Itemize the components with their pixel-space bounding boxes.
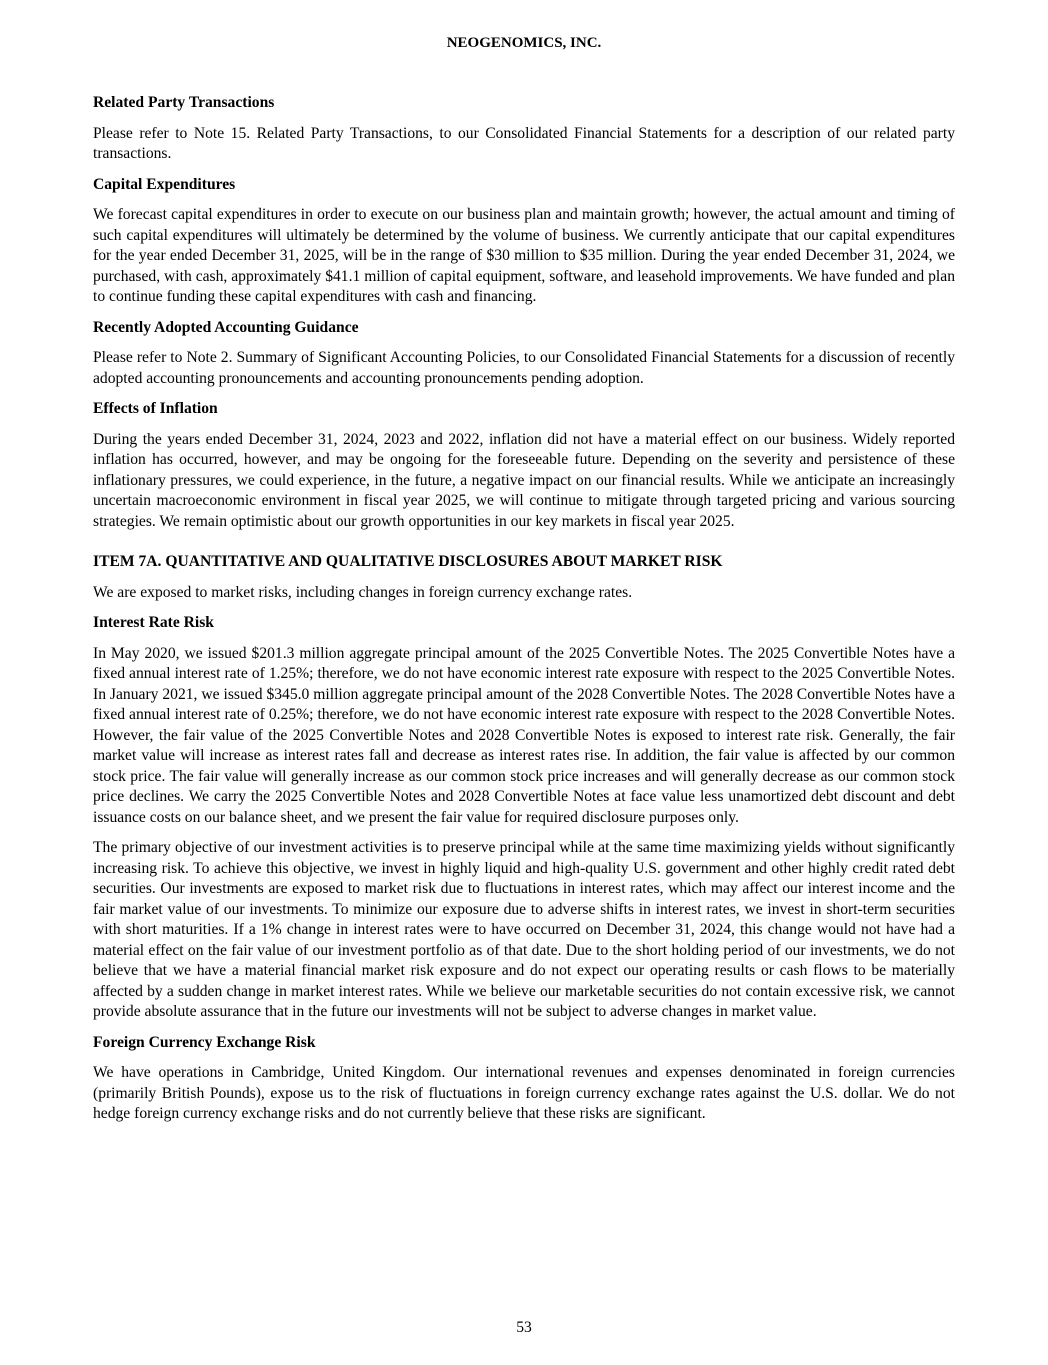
heading-capital-expenditures: Capital Expenditures bbox=[93, 175, 236, 193]
paragraph-interest-rate-risk-1: In May 2020, we issued $201.3 million aggregate principal amount of the 2025 Convertible Notes. The 2025 Convertible Notes have a fixed annual interest rate of 1.25%; therefore, we do not have economic interest rate exposure with respect to the 2025 Convertible Notes. In January 2021, we issued $345.0 million aggregate principal amount of the 2028 Convertible Notes. The 2028 Convertible Notes have a fixed annual interest rate of 0.25%; therefore, we do not have economic interest rate exposure with respect to the 2028 Convertible Notes. However, the fair value of the 2025 Convertible Notes and 2028 Convertible Notes is exposed to interest rate risk. Generally, the fair market value will increase as interest rates fall and decrease as interest rates rise. In addition, the fair value is affected by our common stock price. The fair value will generally increase as our common stock price increases and will generally decrease as our common stock price declines. We carry the 2025 Convertible Notes and 2028 Convertible Notes at face value less unamortized debt discount and debt issuance costs on our balance sheet, and we present the fair value for required disclosure purposes only. bbox=[93, 644, 955, 826]
heading-foreign-currency-risk: Foreign Currency Exchange Risk bbox=[93, 1033, 316, 1051]
heading-interest-rate-risk: Interest Rate Risk bbox=[93, 614, 214, 631]
heading-accounting-guidance: Recently Adopted Accounting Guidance bbox=[93, 318, 359, 336]
heading-inflation: Effects of Inflation bbox=[93, 400, 218, 417]
paragraph-capital-expenditures: We forecast capital expenditures in order to execute on our business plan and maintain growth; however, the actual amount and timing of such capital expenditures will ultimately be determined by the volume of business. We currently anticipate that our capital expenditures for the year ended December 31, 2025, will be in the range of $30 million to $35 million. During the year ended December 31, 2024, we purchased, with cash, approximately $41.1 million of capital equipment, software, and leasehold improvements. We have funded and plan to continue funding these capital expenditures with cash and financing. bbox=[93, 206, 955, 305]
paragraph-foreign-currency-risk: We have operations in Cambridge, United Kingdom. Our international revenues and expenses denominated in foreign currencies (primarily British Pounds), expose us to the risk of fluctuations in foreign currency exchange rates against the U.S. dollar. We do not hedge foreign currency exchange risks and do not currently believe that these risks are significant. bbox=[93, 1064, 955, 1122]
page-number: 53 bbox=[516, 1319, 532, 1336]
paragraph-interest-rate-risk-2: The primary objective of our investment activities is to preserve principal while at the same time maximizing yields without significantly increasing risk. To achieve this objective, we invest in highly liquid and high-quality U.S. government and other highly credit rated debt securities. Our investments are exposed to market risk due to fluctuations in interest rates, which may affect our interest income and the fair market value of our investments. To minimize our exposure due to adverse shifts in interest rates, we invest in short-term securities with short maturities. If a 1% change in interest rates were to have occurred on December 31, 2024, this change would not have had a material effect on the fair value of our investment portfolio as of that date. Due to the short holding period of our investments, we do not believe that we have a material financial market risk exposure and do not expect our operating results or cash flows to be materially affected by a sudden change in market interest rates. While we believe our marketable securities do not contain excessive risk, we cannot provide absolute assurance that in the future our investments will not be subject to adverse changes in market value. bbox=[93, 839, 955, 1020]
heading-item-7a: ITEM 7A. QUANTITATIVE AND QUALITATIVE DISCLOSURES ABOUT MARKET RISK bbox=[93, 553, 723, 570]
paragraph-accounting-guidance: Please refer to Note 2. Summary of Significant Accounting Policies, to our Consolidated Financial Statements for a discussion of recently adopted accounting pronouncements and accounting pronouncements pending adoption. bbox=[93, 349, 955, 387]
heading-related-party: Related Party Transactions bbox=[93, 94, 275, 111]
paragraph-related-party: Please refer to Note 15. Related Party Transactions, to our Consolidated Financial Statements for a description of our related party transactions. bbox=[93, 124, 955, 162]
page-header: NEOGENOMICS, INC. bbox=[446, 35, 602, 51]
paragraph-inflation: During the years ended December 31, 2024, 2023 and 2022, inflation did not have a material effect on our business. Widely reported inflation has occurred, however, and may be ongoing for the foreseeable future. Depending on the severity and persistence of these inflationary pressures, we could experience, in the future, a negative impact on our financial results. While we anticipate an increasingly uncertain macroeconomic environment in fiscal year 2025, we will continue to mitigate through targeted pricing and various sourcing strategies. We remain optimistic about our growth opportunities in our key markets in fiscal year 2025. bbox=[93, 430, 955, 530]
document-body bbox=[93, 93, 955, 1135]
paragraph-item-7a: We are exposed to market risks, including changes in foreign currency exchange rates. bbox=[93, 583, 633, 601]
